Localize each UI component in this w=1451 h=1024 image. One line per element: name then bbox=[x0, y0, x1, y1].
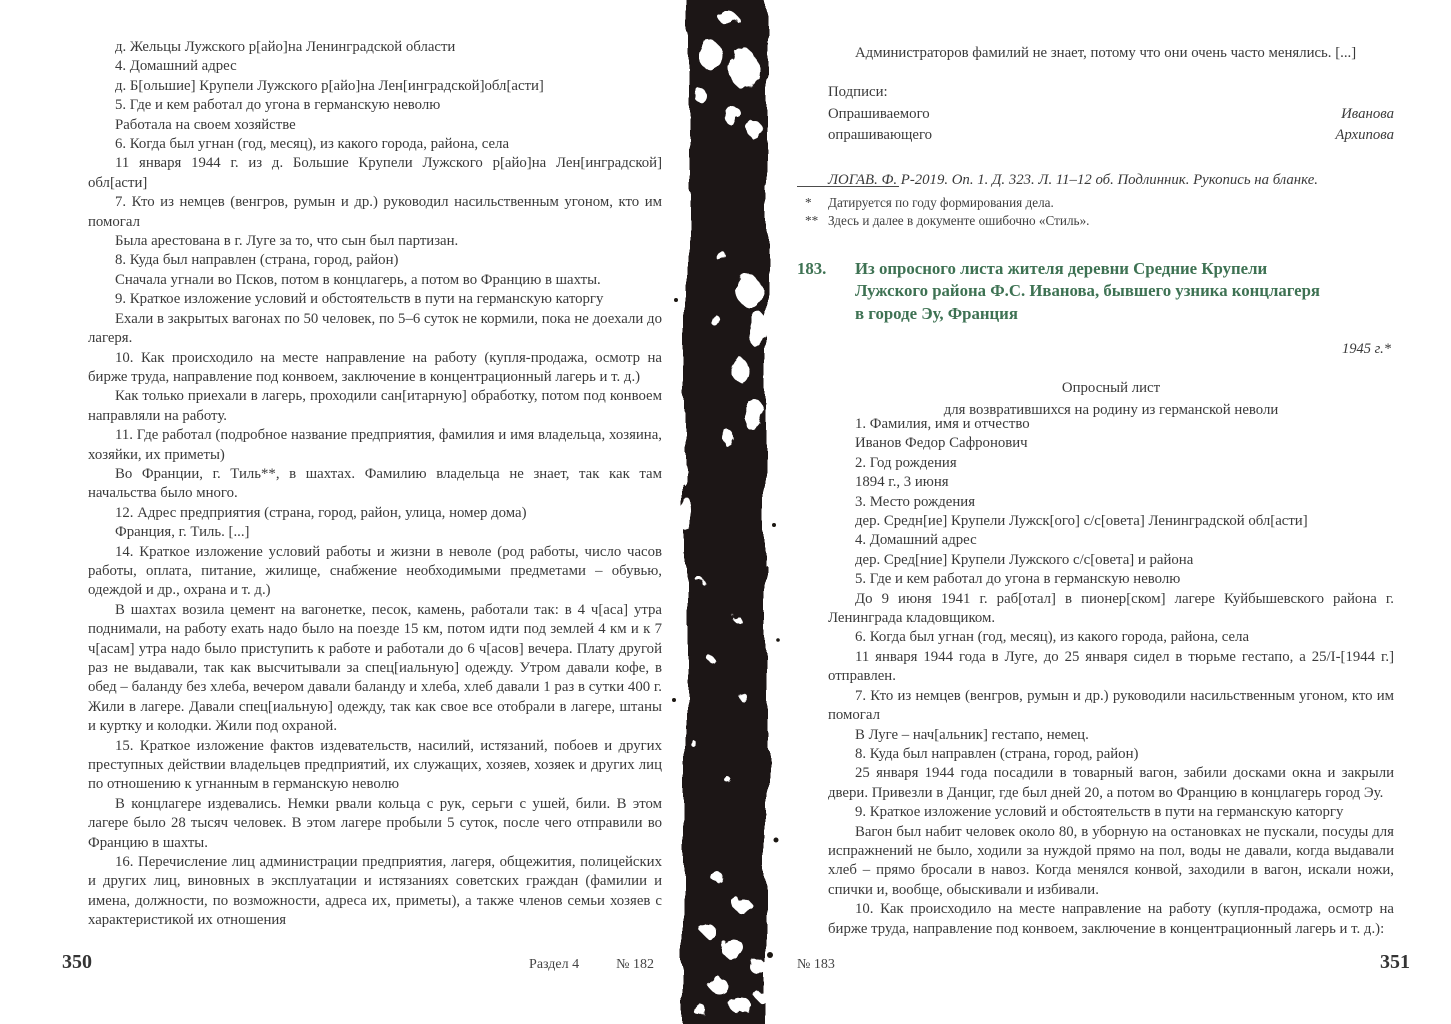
paragraph: 1. Фамилия, имя и отчество bbox=[855, 416, 1030, 432]
paragraph: В Луге – нач[альник] гестапо, немец. bbox=[855, 726, 1089, 743]
document-title-line: Лужского района Ф.С. Иванова, бывшего узника концлагеря bbox=[855, 281, 1321, 301]
section-runner: Раздел 4 bbox=[529, 957, 580, 972]
paragraph: 2. Год рождения bbox=[855, 454, 957, 471]
footnotes-block bbox=[797, 194, 1394, 230]
footnote-marker: * bbox=[805, 195, 812, 210]
signatures-label: Подписи: bbox=[828, 84, 888, 100]
paragraph: 5. Где и кем работал до угона в германскую неволю bbox=[115, 97, 441, 114]
paragraph: 8. Куда был направлен (страна, город, район) bbox=[115, 252, 399, 269]
paragraph: В концлагере издевались. Немки рвали кольца с рук, серьги с ушей, били. В этом лагере было 28 тысяч человек. В этом лагере пробыли 5 суток, после чего отправили во Францию в шахты. bbox=[88, 795, 662, 851]
signature-name: Архипова bbox=[1335, 127, 1394, 144]
right-page bbox=[797, 0, 1410, 1024]
document-heading bbox=[797, 258, 1394, 325]
paragraph: Вагон был набит человек около 80, в уборную на остановках не пускали, посуды для испражнений не было, ходили за нуждой прямо на пол, воды не давали, когда выдавали хлеб – прямо бросали в навоз. Когда менялся конвой, заходили в вагон, искали ножи, спички и, вообще, обыскивали и избивали. bbox=[828, 823, 1394, 898]
paragraph: 3. Место рождения bbox=[855, 493, 976, 510]
page-number-right: 351 bbox=[1380, 951, 1410, 973]
paragraph: 6. Когда был угнан (год, месяц), из какого города, района, села bbox=[855, 629, 1250, 646]
signature-role: опрашивающего bbox=[828, 127, 933, 144]
paragraph: 11. Где работал (подробное название предприятия, фамилия и имя владельца, хозяина, хозяйки, их приметы) bbox=[88, 427, 662, 463]
archive-reference: ЛОГАВ. Ф. Р-2019. Оп. 1. Д. 323. Л. 11–12 об. Подлинник. Рукопись на бланке. bbox=[828, 171, 1318, 188]
intro-paragraph: Администраторов фамилий не знает, потому что они очень часто менялись. [...] bbox=[855, 45, 1357, 61]
paragraph: Ехали в закрытых вагонах по 50 человек, по 5–6 суток не кормили, пока не доехали до лагеря. bbox=[88, 310, 662, 347]
paragraph: 9. Краткое изложение условий и обстоятельств в пути на германскую каторгу bbox=[115, 291, 604, 308]
signatures-rows bbox=[828, 104, 1394, 147]
right-page-text bbox=[828, 415, 1394, 939]
paragraph: Сначала угнали во Псков, потом в концлагерь, а потом во Францию в шахты. bbox=[115, 271, 601, 288]
doc-number-runner-left: № 182 bbox=[616, 957, 654, 972]
left-page-text bbox=[88, 38, 662, 931]
paragraph: 7. Кто из немцев (венгров, румын и др.) руководил насильственным угоном, кто им помогал bbox=[88, 194, 662, 230]
paragraph: Во Франции, г. Тиль**, в шахтах. Фамилию владельца не знает, так как там начальства было много. bbox=[88, 465, 662, 502]
signature-role: Опрашиваемого bbox=[828, 105, 930, 122]
paragraph: 9. Краткое изложение условий и обстоятельств в пути на германскую каторгу bbox=[855, 804, 1344, 821]
questionnaire-heading-line: для возвратившихся на родину из германской неволи bbox=[943, 402, 1279, 418]
paragraph: 11 января 1944 г. из д. Большие Крупели Лужского р[айо]на Лен[инградской] обл[асти] bbox=[88, 155, 662, 191]
signatures-block bbox=[828, 82, 1394, 147]
footnote-marker: ** bbox=[805, 212, 819, 228]
page-number-left: 350 bbox=[62, 951, 92, 973]
document-title bbox=[855, 258, 1394, 325]
footnote-text: Датируется по году формирования дела. bbox=[828, 195, 1054, 210]
document-title-line: Из опросного листа жителя деревни Средние Крупели bbox=[855, 259, 1268, 278]
book-gutter-scan-artifact bbox=[670, 0, 788, 1024]
document-number: 183. bbox=[797, 259, 827, 278]
paragraph: дер. Сред[ние] Крупели Лужского с/с[овета] и района bbox=[855, 551, 1194, 568]
footnote bbox=[797, 194, 1394, 212]
document-date: 1945 г.* bbox=[1342, 341, 1391, 357]
signature-row bbox=[828, 125, 1394, 147]
paragraph: д. Жельцы Лужского р[айо]на Ленинградской области bbox=[115, 39, 456, 55]
signature-name: Иванова bbox=[1341, 105, 1394, 122]
paragraph: 8. Куда был направлен (страна, город, район) bbox=[855, 745, 1139, 762]
paragraph: д. Б[ольшие] Крупели Лужского р[айо]на Лен[инградской]обл[асти] bbox=[115, 77, 544, 94]
doc-number-runner-right: № 183 bbox=[797, 957, 835, 972]
paragraph: 7. Кто из немцев (венгров, румын и др.) руководили насильственным угоном, кто им помогал bbox=[828, 687, 1394, 724]
paragraph: 5. Где и кем работал до угона в германскую неволю bbox=[855, 571, 1181, 588]
questionnaire-heading-line: Опросный лист bbox=[1061, 380, 1161, 396]
paragraph: 11 января 1944 года в Луге, до 25 января сидел в тюрьме гестапо, а 25/I-[1944 г.] отправлен. bbox=[828, 648, 1394, 685]
paragraph: 6. Когда был угнан (год, месяц), из какого города, района, села bbox=[115, 136, 510, 153]
paragraph: дер. Средн[ие] Крупели Лужск[ого] с/с[овета] Ленинградской обл[асти] bbox=[855, 513, 1308, 530]
paragraph: 4. Домашний адрес bbox=[115, 58, 237, 75]
paragraph: Иванов Федор Сафронович bbox=[855, 435, 1028, 452]
paragraph: 16. Перечисление лиц администрации предприятия, лагеря, общежития, полицейских и других лиц, виновных в эксплуатации и истязаниях советских граждан (фамилии и имена, должности, по возможности, адреса их, приметы), а также членов семьи хозяев с характеристикой их отношения bbox=[88, 854, 662, 929]
paragraph: 25 января 1944 года посадили в товарный вагон, забили досками окна и закрыли двери. Привезли в Данциг, где был дней 20, а потом во Францию в концлагерь город Эу. bbox=[828, 765, 1394, 801]
paragraph: 10. Как происходило на месте направление на работу (купля-продажа, осмотр на бирже труда, направление под конвоем, заключение в концентрационный лагерь и т. д.): bbox=[828, 901, 1394, 937]
paragraph: В шахтах возила цемент на вагонетке, песок, камень, работали так: в 4 ч[аса] утра поднимали, на работу ехать надо было на поезде 15 км, потом идти под землей 4 км и к 7 ч[асам] утра надо было приступить к работе и работали до 6 ч[асов] вечера. Плату другой раз не выдавали, так как высчитывали за спец[иальную] одежду. Утром давали кофе, в обед – баланду без хлеба, вечером давали баланду и хлеба, хлеб давали 1 раз в сутки 400 г. Жили в лагере. Давали спец[иальную] одежду, так как свое все отобрали в лагере, штаны и куртку и колодки. Жили под охраной. bbox=[88, 601, 662, 735]
paragraph: 12. Адрес предприятия (страна, город, район, улица, номер дома) bbox=[115, 504, 527, 521]
paragraph: 4. Домашний адрес bbox=[855, 532, 977, 549]
footnote-text: Здесь и далее в документе ошибочно «Стиль». bbox=[828, 212, 1090, 228]
left-page-footer bbox=[88, 957, 654, 973]
paragraph: Работала на своем хозяйстве bbox=[115, 116, 296, 133]
paragraph: 1894 г., 3 июня bbox=[855, 474, 949, 491]
paragraph: 10. Как происходило на месте направление на работу (купля-продажа, осмотр на бирже труда, направление под конвоем, заключение в концентрационный лагерь и т. д.) bbox=[88, 349, 662, 385]
paragraph: 14. Краткое изложение условий работы и жизни в неволе (род работы, число часов работы, оплата, питание, жилище, снабжение необходимыми предметами – обувью, одеждой и др., охрана и т. д.) bbox=[88, 543, 662, 599]
signature-row bbox=[828, 104, 1394, 126]
paragraph: 15. Краткое изложение фактов издевательств, насилий, истязаний, побоев и других преступных действии владельцев предприятий, их служащих, хозяев, хозяек и других лиц по отношению к угнанным в германскую неволю bbox=[88, 737, 662, 793]
paragraph: Как только приехали в лагерь, проходили сан[итарную] обработку, потом под конвоем направляли на работу. bbox=[88, 388, 662, 424]
paragraph: До 9 июня 1941 г. раб[отал] в пионер[ском] лагере Куйбышевского района г. Ленинграда кладовщиком. bbox=[828, 590, 1394, 627]
paragraph: Была арестована в г. Луге за то, что сын был партизан. bbox=[115, 233, 459, 250]
footnote-rule bbox=[797, 186, 899, 187]
document-title-line: в городе Эу, Франция bbox=[855, 303, 1018, 323]
paragraph: Франция, г. Тиль. [...] bbox=[115, 524, 250, 541]
footnote bbox=[797, 212, 1394, 230]
